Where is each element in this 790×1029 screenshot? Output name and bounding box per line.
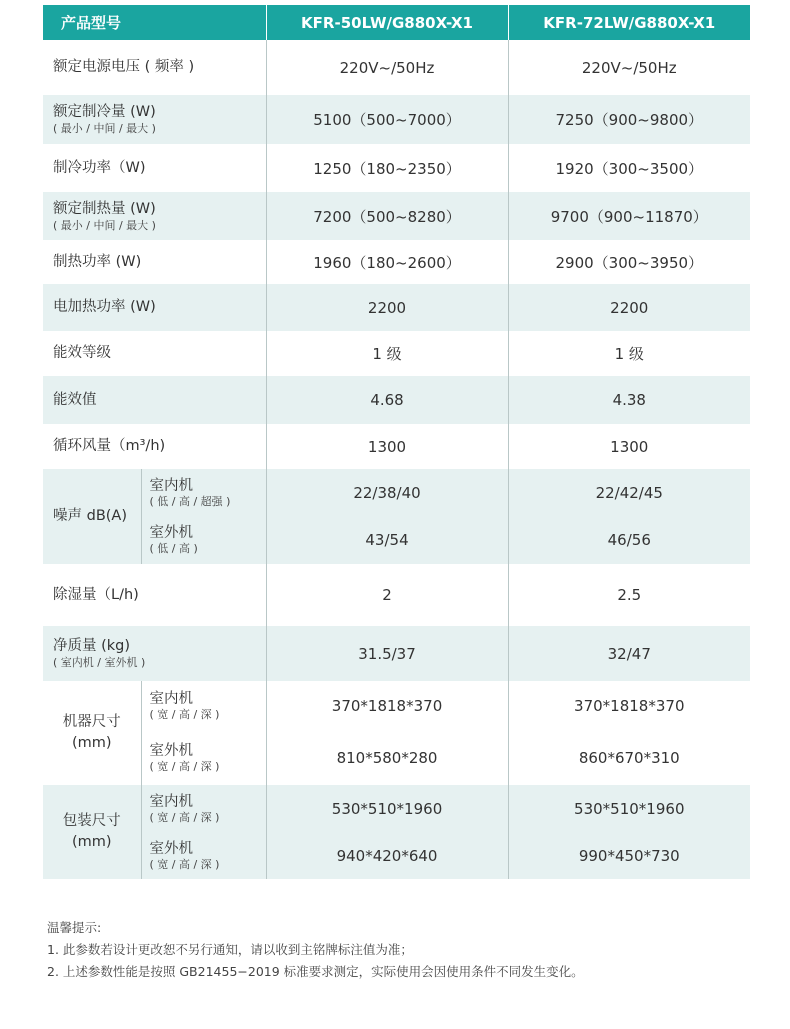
value-model-1: 1 级 — [266, 331, 508, 376]
row-label-sub: ( 最小 / 中间 / 最大 ) — [53, 218, 156, 232]
table-row-noise-outdoor — [43, 516, 750, 564]
value-model-1: 1300 — [266, 424, 508, 469]
value-model-1: 1250（180~2350） — [266, 144, 508, 192]
row-label-sub: ( 室内机 / 室外机 ) — [53, 656, 146, 669]
package-outdoor-label — [141, 833, 266, 879]
table-row-efficiency-grade — [43, 331, 750, 376]
noise-outdoor-label — [141, 516, 266, 564]
value-model-1: 2 — [266, 564, 508, 626]
row-label-sub: ( 最小 / 中间 / 最大 ) — [53, 122, 156, 135]
sub-label-sub: ( 低 / 高 / 超强 ) — [149, 494, 231, 508]
value-model-2: 46/56 — [508, 516, 750, 564]
row-label: 能效值 — [43, 376, 266, 424]
value-model-2: 4.38 — [508, 376, 750, 424]
sub-label-main: 室外机 — [149, 525, 193, 541]
table-header-row — [43, 5, 750, 40]
machine-outdoor-label — [141, 731, 266, 785]
table-row-efficiency-value — [43, 376, 750, 424]
value-model-1: 31.5/37 — [266, 626, 508, 681]
notes-section — [47, 917, 584, 983]
value-model-1: 7200（500~8280） — [266, 192, 508, 240]
row-label: 除湿量（L/h) — [53, 586, 139, 603]
noise-group-label: 噪声 dB(A) — [43, 469, 141, 564]
table-row-machine-size-indoor — [43, 681, 750, 731]
value-model-1: 5100（500~7000） — [266, 95, 508, 144]
row-label: 电加热功率 (W) — [43, 284, 266, 331]
sub-label-sub: ( 宽 / 高 / 深 ) — [149, 760, 220, 773]
spec-table — [43, 5, 750, 879]
row-label: 制热功率 (W) — [53, 253, 142, 270]
value-model-2: 2900（300~3950） — [508, 240, 750, 284]
value-model-2: 9700（900~11870） — [508, 192, 750, 240]
table-row-package-size-outdoor — [43, 833, 750, 879]
sub-label-main: 室内机 — [149, 691, 193, 707]
sub-label-main: 室内机 — [149, 477, 193, 494]
group-label-line1: 包装尺寸 — [62, 813, 121, 829]
value-model-1: 370*1818*370 — [266, 681, 508, 731]
table-row-noise-indoor — [43, 469, 750, 516]
value-model-2: 220V~/50Hz — [508, 40, 750, 95]
row-label — [43, 95, 266, 144]
row-label-main: 额定制热量 (W) — [53, 200, 156, 217]
sub-label-sub: ( 宽 / 高 / 深 ) — [149, 708, 220, 721]
package-indoor-label — [141, 785, 266, 833]
row-label: 制冷功率（W) — [53, 159, 146, 176]
header-model-1: KFR-50LW/G880X-X1 — [266, 5, 508, 40]
noise-indoor-label — [141, 469, 266, 516]
value-model-1: 810*580*280 — [266, 731, 508, 785]
value-model-2: 1300 — [508, 424, 750, 469]
value-model-2: 860*670*310 — [508, 731, 750, 785]
value-model-2: 370*1818*370 — [508, 681, 750, 731]
notes-title: 温馨提示: — [47, 920, 102, 935]
row-label-main: 净质量 (kg) — [53, 638, 131, 654]
row-label: 能效等级 — [53, 345, 111, 361]
value-model-2: 22/42/45 — [508, 469, 750, 516]
package-size-group-label — [43, 785, 141, 879]
value-model-1: 22/38/40 — [266, 469, 508, 516]
table-row-cooling-capacity — [43, 95, 750, 144]
sub-label-main: 室外机 — [149, 743, 193, 759]
row-label — [43, 192, 266, 240]
row-label-main: 额定制冷量 (W) — [53, 104, 156, 120]
value-model-2: 2200 — [508, 284, 750, 331]
header-model-2: KFR-72LW/G880X-X1 — [508, 5, 750, 40]
value-model-2: 7250（900~9800） — [508, 95, 750, 144]
value-model-2: 1920（300~3500） — [508, 144, 750, 192]
sub-label-main: 室外机 — [149, 841, 193, 857]
table-row-airflow — [43, 424, 750, 469]
value-model-2: 32/47 — [508, 626, 750, 681]
row-label — [43, 626, 266, 681]
row-label: 循环风量（m³/h) — [53, 438, 166, 454]
table-row-net-weight — [43, 626, 750, 681]
table-row-dehumidification — [43, 564, 750, 626]
value-model-1: 1960（180~2600） — [266, 240, 508, 284]
row-label: 额定电源电压 ( 频率 ) — [53, 59, 195, 75]
header-label: 产品型号 — [43, 5, 266, 40]
value-model-2: 1 级 — [508, 331, 750, 376]
value-model-2: 2.5 — [508, 564, 750, 626]
notes-line-1: 1. 此参数若设计更改恕不另行通知，请以收到主铭牌标注值为准； — [47, 942, 413, 957]
sub-label-sub: ( 宽 / 高 / 深 ) — [149, 811, 220, 824]
value-model-1: 43/54 — [266, 516, 508, 564]
value-model-1: 4.68 — [266, 376, 508, 424]
sub-label-main: 室内机 — [149, 794, 193, 810]
group-label-line2: (mm) — [71, 735, 112, 751]
sub-label-sub: ( 宽 / 高 / 深 ) — [149, 858, 220, 871]
table-row-machine-size-outdoor — [43, 731, 750, 785]
machine-indoor-label — [141, 681, 266, 731]
value-model-1: 530*510*1960 — [266, 785, 508, 833]
group-label-line1: 机器尺寸 — [62, 714, 121, 730]
table-row-heating-capacity — [43, 192, 750, 240]
sub-label-sub: ( 低 / 高 ) — [149, 542, 198, 555]
notes-line-2: 2. 上述参数性能是按照 GB21455−2019 标准要求测定，实际使用会因使用条件不同发生变化。 — [47, 964, 584, 979]
table-row-heating-power — [43, 240, 750, 284]
table-row-cooling-power — [43, 144, 750, 192]
value-model-1: 220V~/50Hz — [266, 40, 508, 95]
group-label-line2: (mm) — [71, 834, 112, 850]
value-model-1: 2200 — [266, 284, 508, 331]
table-row-package-size-indoor — [43, 785, 750, 833]
value-model-2: 990*450*730 — [508, 833, 750, 879]
table-row-electric-heating — [43, 284, 750, 331]
value-model-2: 530*510*1960 — [508, 785, 750, 833]
value-model-1: 940*420*640 — [266, 833, 508, 879]
machine-size-group-label — [43, 681, 141, 785]
table-row-voltage — [43, 40, 750, 95]
